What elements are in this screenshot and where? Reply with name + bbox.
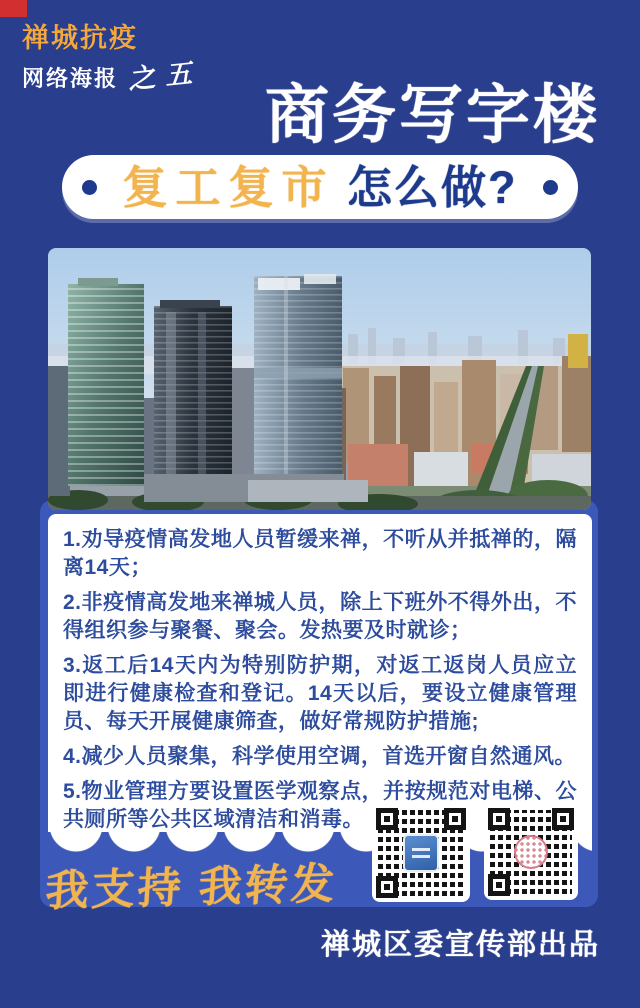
qr-finder-icon xyxy=(488,874,510,896)
city-photo-illustration xyxy=(48,248,591,510)
city-skyline-photo xyxy=(48,248,591,510)
red-corner-mark xyxy=(0,0,27,17)
health-code-logo xyxy=(403,834,439,872)
dot-icon xyxy=(82,180,97,195)
qr-code-health xyxy=(372,804,470,902)
banner-text xyxy=(97,161,543,213)
banner-question: 怎么做? xyxy=(347,161,518,213)
badge xyxy=(22,23,204,96)
measure-item: 1.劝导疫情高发地人员暂缓来禅，不听从并抵禅的，隔离14天； xyxy=(63,528,577,579)
round-seal-logo xyxy=(514,835,548,869)
banner-pill xyxy=(62,155,578,219)
qr-finder-icon xyxy=(552,808,574,830)
support-slogan: 我支持 我转发 xyxy=(44,860,339,916)
qr-code-official xyxy=(484,804,578,900)
measure-item: 2.非疫情高发地来禅城人员，除上下班外不得外出，不得组织参与聚餐、聚会。发热要及时就诊； xyxy=(63,591,577,642)
qr-finder-icon xyxy=(376,808,398,830)
qr-finder-icon xyxy=(488,808,510,830)
measures-card xyxy=(48,514,592,832)
qr-finder-icon xyxy=(376,876,398,898)
page-title: 商务写字楼 xyxy=(265,79,600,151)
qr-finder-icon xyxy=(444,808,466,830)
measure-item: 3.返工后14天内为特别防护期，对返工返岗人员应立即进行健康检查和登记。14天以后，要设立健康管理员、每天开展健康筛查，做好常规防护措施; xyxy=(63,654,577,733)
series-number-script: 之五 xyxy=(126,56,204,96)
publisher-credit: 禅城区委宣传部出品 xyxy=(320,929,600,961)
measure-item: 5.物业管理方要设置医学观察点，并按规范对电梯、公共厕所等公共区域清洁和消毒。 xyxy=(63,780,577,831)
campaign-title: 禅城抗疫 xyxy=(22,23,138,53)
series-title: 网络海报 xyxy=(22,66,119,92)
dot-icon xyxy=(543,180,558,195)
measure-item: 4.减少人员聚集，科学使用空调，首选开窗自然通风。 xyxy=(63,745,577,768)
banner-highlight: 复工复市 xyxy=(122,161,335,213)
